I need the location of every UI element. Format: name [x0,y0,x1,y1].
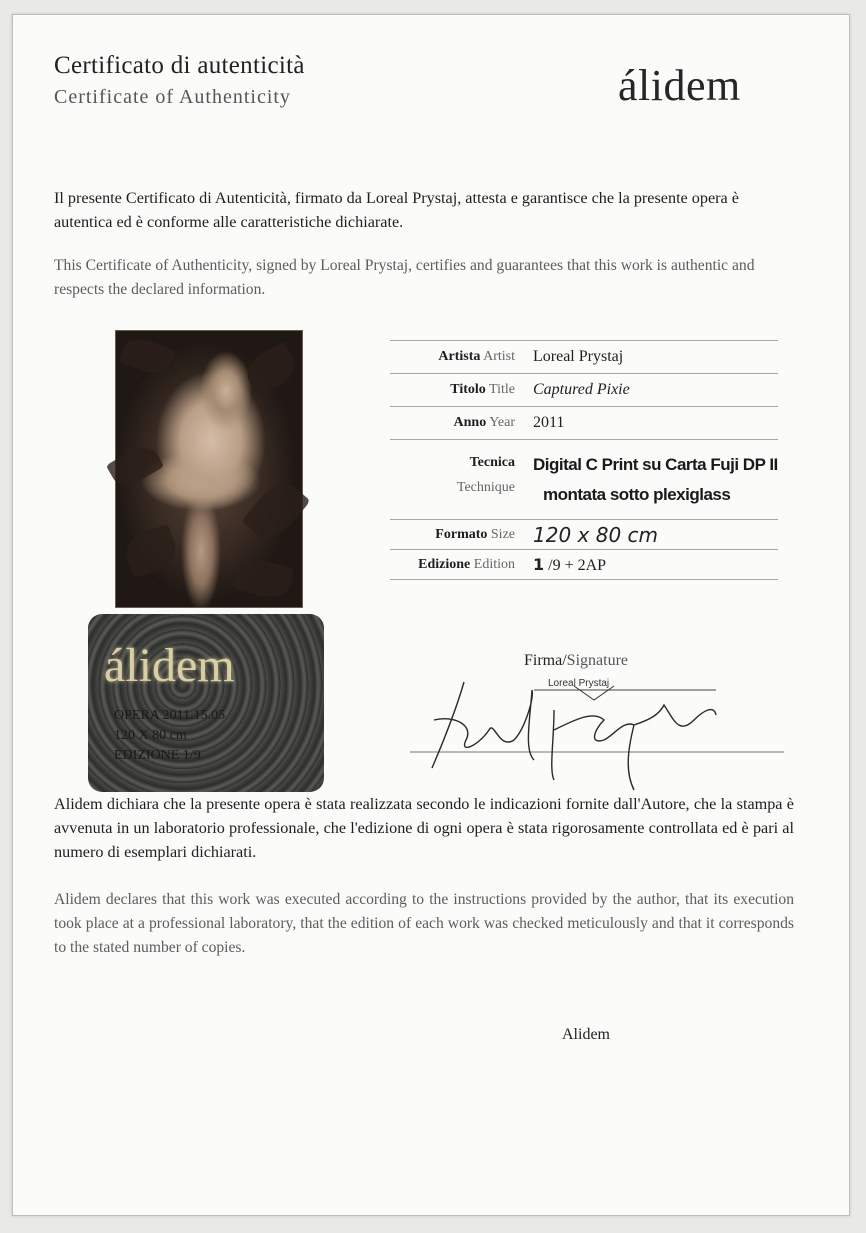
artist-label-it: Artista [438,349,481,364]
hologram-opera: OPERA 2011.15.05 [114,708,226,723]
technique-value [527,440,778,520]
year-label-en: Year [489,415,515,430]
issuer-name: Alidem [562,1026,610,1043]
size-label-en: Size [490,526,515,542]
row-edition [390,550,778,580]
artwork-details-table [390,340,778,580]
edition-value [527,550,778,580]
logo-text: álidem [618,61,741,110]
signature-label-en: Signature [566,652,628,669]
intro-italian: Il presente Certificato di Autenticità, firmato da Loreal Prystaj, attesta e garantisce che la presente opera è autentica ed è conforme alle caratteristiche dichiarate. [54,189,739,231]
hologram-edition: EDIZIONE 1/9 [114,748,201,763]
closing-english: Alidem declares that this work was executed according to the instructions provided by the author, that its execution took place at a professional laboratory, that the edition of each work was checked meticulously and that it corresponds to the stated number of copies. [54,891,794,956]
intro-english: This Certificate of Authenticity, signed by Loreal Prystaj, certifies and guarantees that this work is authentic and respects the declared information. [54,257,755,298]
title-label-it: Titolo [450,382,486,397]
row-year [390,407,778,440]
technique-label-it: Tecnica [469,455,515,470]
row-artist [390,341,778,374]
signature-printed-name: Loreal Prystaj [548,678,610,689]
technique-label-en: Technique [456,480,515,495]
closing-italian: Alidem dichiara che la presente opera è stata realizzata secondo le indicazioni fornite dall'Autore, che la stampa è avvenuta in un laboratorio professionale, che l'edizione di ogni opera è stata rigorosamente controllata ed è pari al numero di esemplari dichiarati. [54,795,794,861]
title-italian: Certificato di autenticità [54,52,305,79]
row-title [390,374,778,407]
artist-label-en: Artist [483,349,515,364]
title-value: Captured Pixie [527,374,778,407]
technique-line2: montata sotto plexiglass [543,484,731,504]
title-english: Certificate of Authenticity [54,86,291,108]
title-label-en: Title [489,382,515,397]
size-value: 120 x 80 cm [527,520,778,550]
hologram-seal [88,614,324,792]
alidem-logo [618,60,741,111]
size-label-it: Formato [435,526,488,542]
year-label-it: Anno [453,415,487,430]
row-technique [390,440,778,520]
edition-label-en: Edition [473,556,515,572]
artwork-thumbnail [115,330,303,608]
row-size [390,520,778,550]
year-value: 2011 [527,407,778,440]
edition-rest: /9 + 2AP [548,556,607,574]
hologram-size: 120 X 80 cm [114,728,187,743]
signature-label-it: Firma/ [524,652,567,669]
edition-label-it: Edizione [418,556,471,572]
technique-line1: Digital C Print su Carta Fuji DP II [533,454,778,474]
artist-value: Loreal Prystaj [527,341,778,374]
hologram-logo: álidem [104,639,235,692]
edition-number: 1 [533,554,545,574]
